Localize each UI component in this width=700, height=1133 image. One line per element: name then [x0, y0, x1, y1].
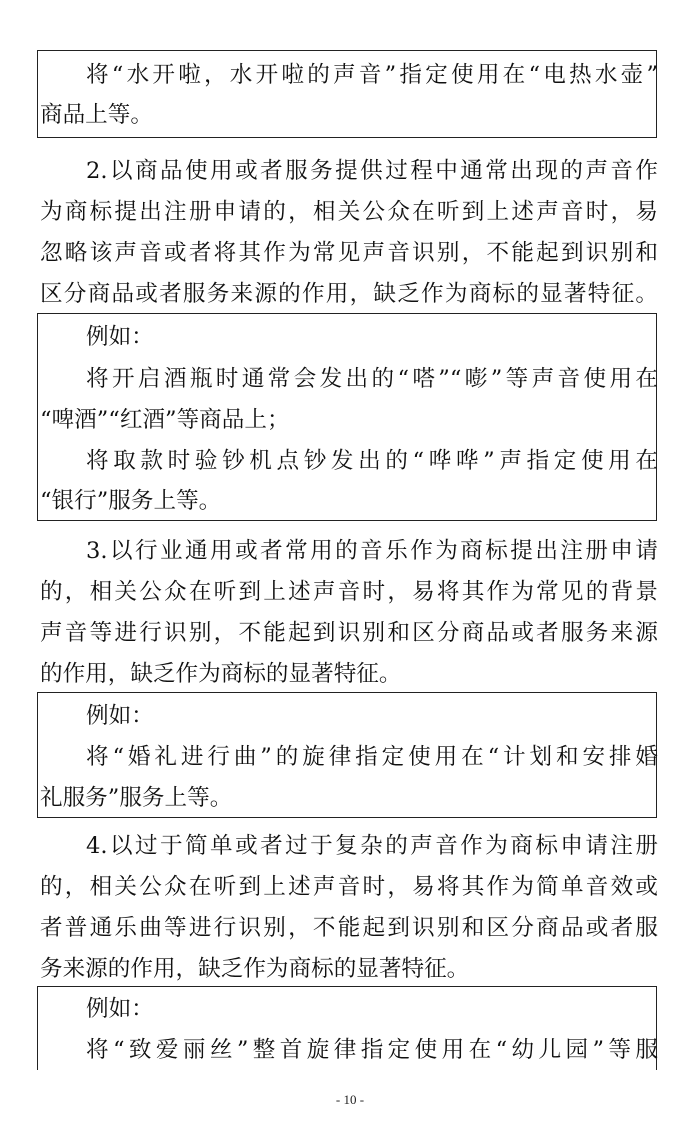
box-text-line: 礼服务”服务上等。 [40, 785, 233, 811]
paragraph-line: 的，相关公众在听到上述声音时，易将其作为简单音效或 [40, 874, 658, 900]
example-label: 例如： [86, 703, 154, 729]
example-label: 例如： [86, 996, 154, 1022]
box-text-line: 将开启酒瓶时通常会发出的“嗒”“嘭”等声音使用在 [86, 366, 658, 392]
paragraph-line: 声音等进行识别，不能起到识别和区分商品或者服务来源 [40, 620, 658, 646]
paragraph-line: 4.以过于简单或者过于复杂的声音作为商标申请注册 [86, 833, 658, 859]
paragraph-line: 者普通乐曲等进行识别，不能起到识别和区分商品或者服 [40, 915, 658, 941]
box-text-line: 商品上等。 [40, 102, 153, 128]
paragraph-line: 忽略该声音或者将其作为常见声音识别，不能起到识别和 [40, 240, 658, 266]
paragraph-line: 务来源的作用，缺乏作为商标的显著特征。 [40, 956, 470, 982]
box-text-line: 将“水开啦，水开啦的声音”指定使用在“电热水壶” [86, 62, 658, 88]
paragraph-line: 区分商品或者服务来源的作用，缺乏作为商标的显著特征。 [40, 281, 658, 307]
example-label: 例如： [86, 324, 154, 350]
paragraph-line: 的作用，缺乏作为商标的显著特征。 [40, 661, 402, 687]
paragraph-line: 3.以行业通用或者常用的音乐作为商标提出注册申请 [86, 538, 658, 564]
paragraph-line: 2.以商品使用或者服务提供过程中通常出现的声音作 [86, 158, 658, 184]
box-text-line: 将“致爱丽丝”整首旋律指定使用在“幼儿园”等服 [86, 1037, 658, 1063]
box-text-line: 将取款时验钞机点钞发出的“哗哗”声指定使用在 [86, 448, 658, 474]
paragraph-line: 为商标提出注册申请的，相关公众在听到上述声音时，易 [40, 199, 658, 225]
paragraph-line: 的，相关公众在听到上述声音时，易将其作为常见的背景 [40, 579, 658, 605]
box-text-line: “银行”服务上等。 [40, 488, 222, 514]
box-text-line: 将“婚礼进行曲”的旋律指定使用在“计划和安排婚 [86, 744, 658, 770]
box-text-line: “啤酒”“红酒”等商品上； [40, 407, 290, 433]
page-number: - 10 - [335, 1092, 365, 1107]
